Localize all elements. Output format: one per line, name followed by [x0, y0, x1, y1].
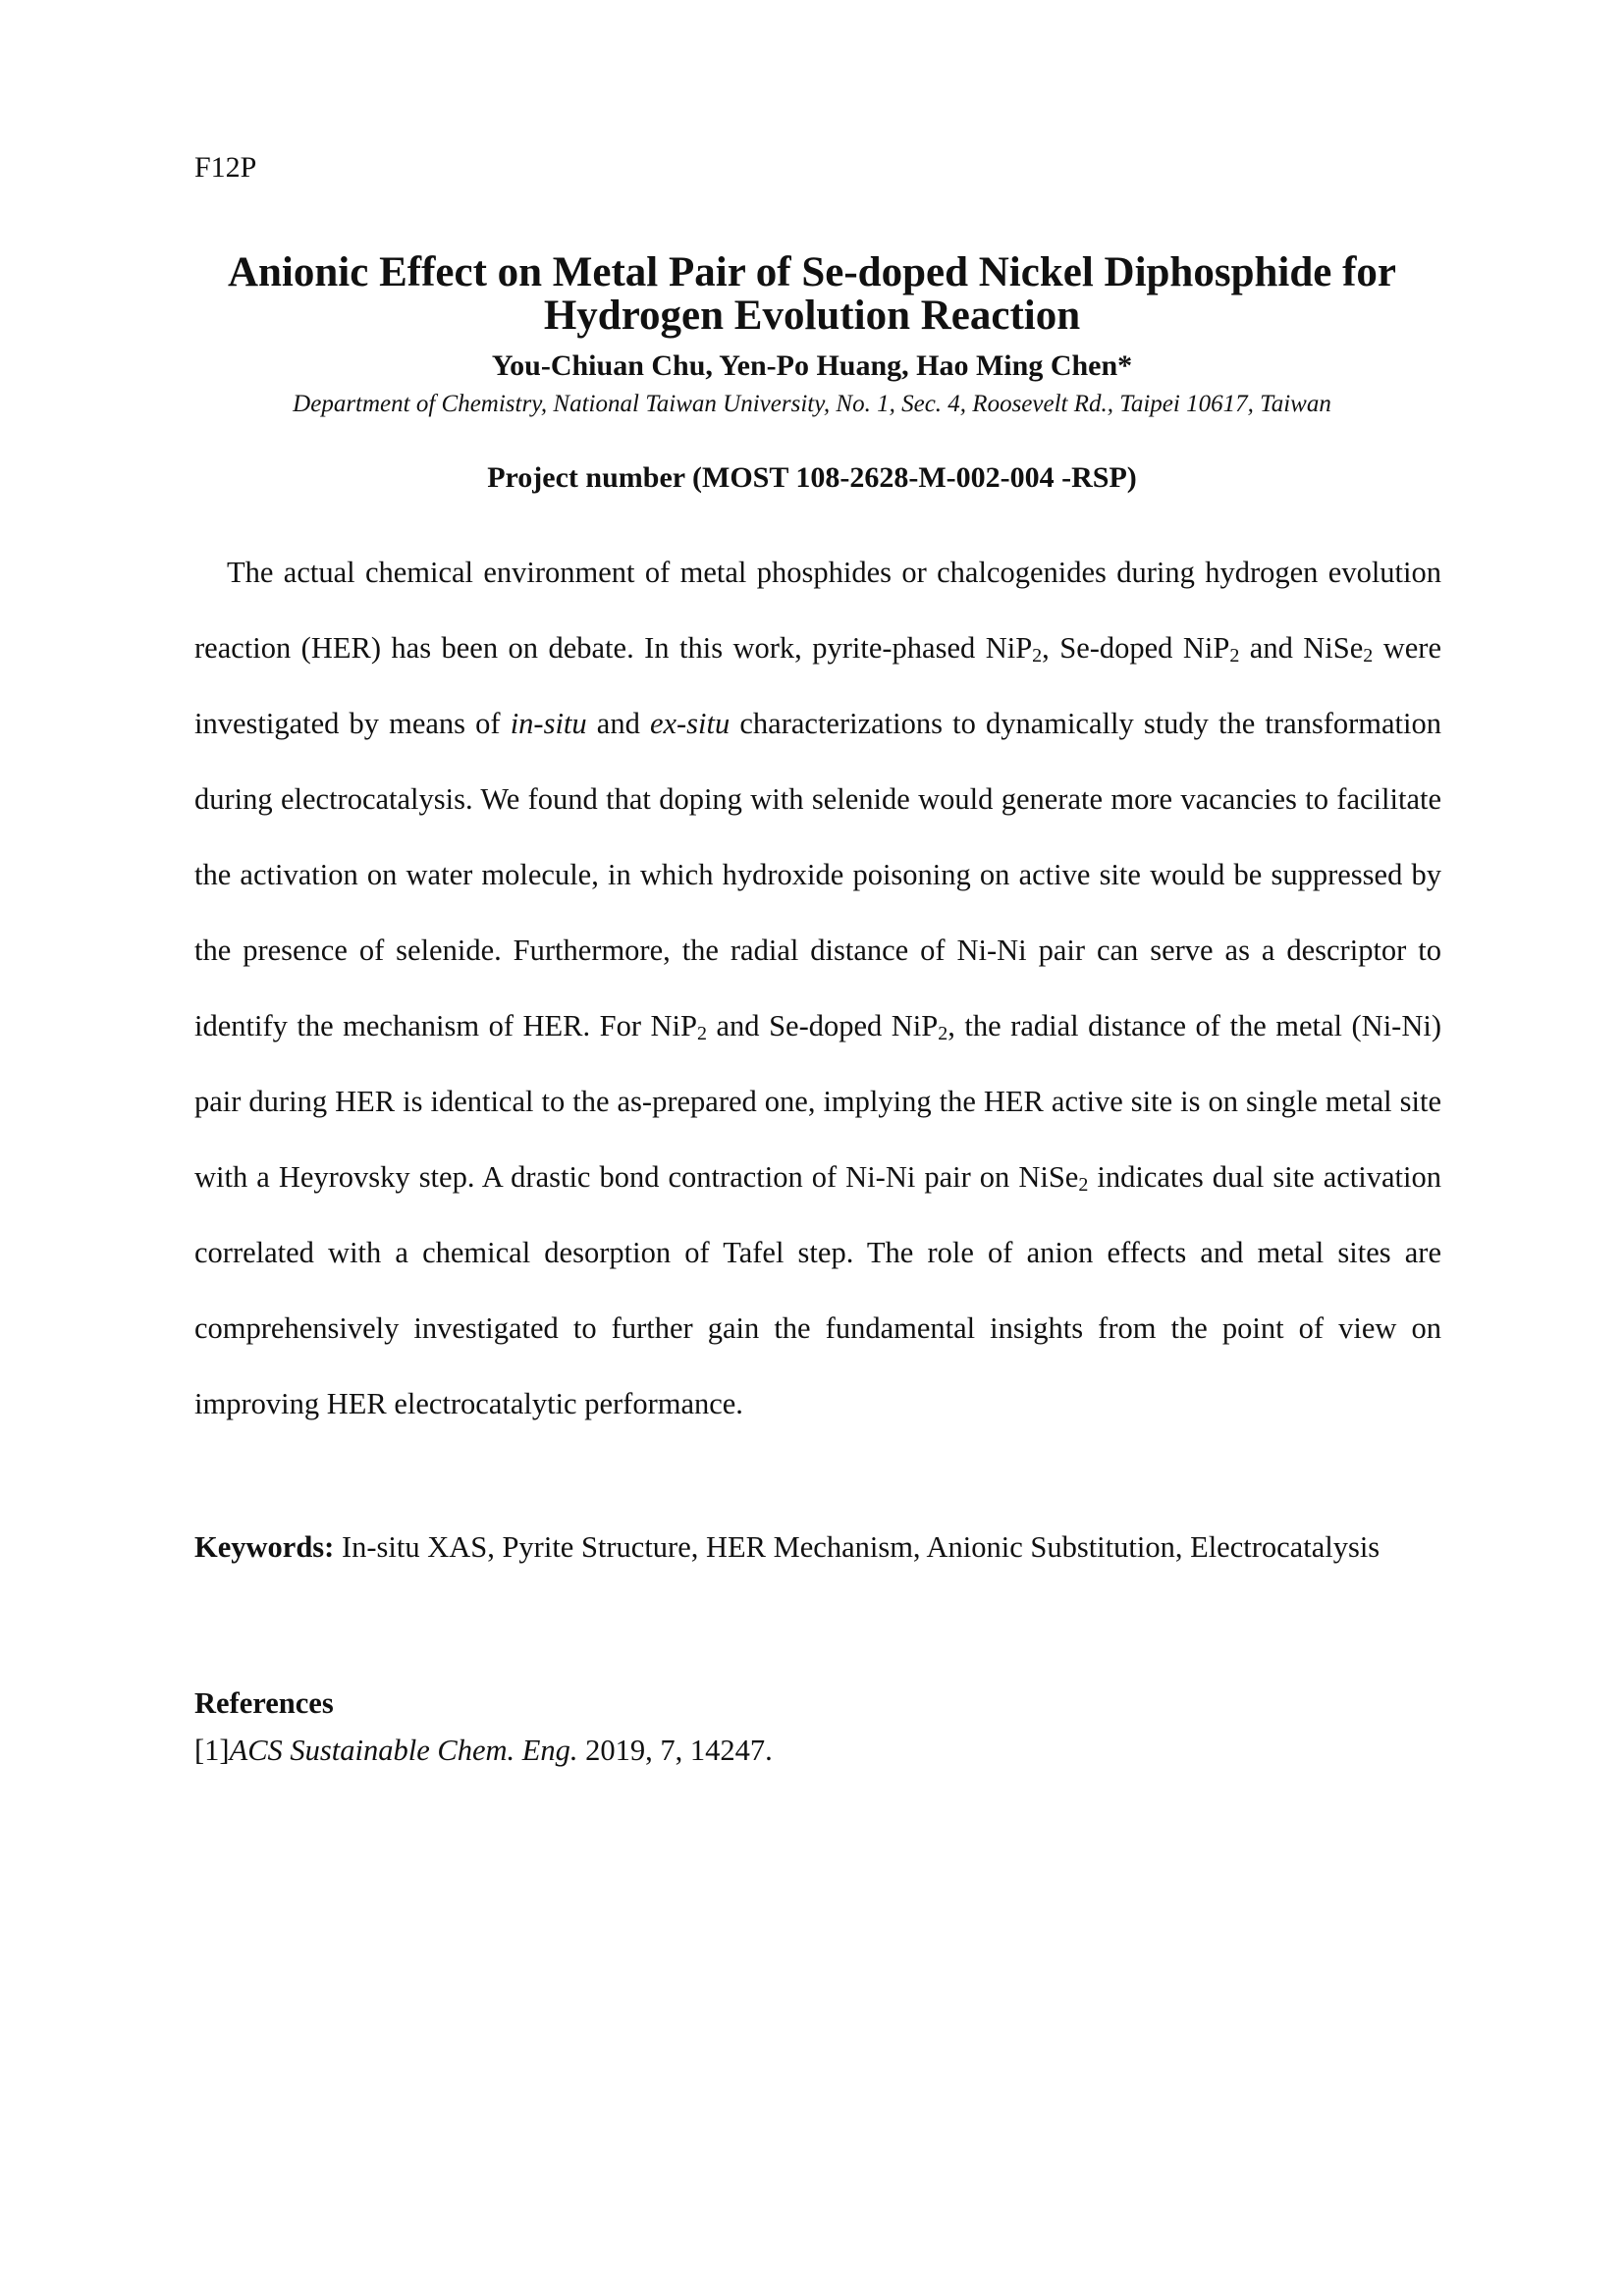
abstract-code: F12P — [194, 151, 257, 184]
abstract-text: indicates dual site activation correlated with a chemical desorption of Tafel step. The role of anion effects and metal sites are comprehensively investigated to further gain the fundamental insights from the point of view on improving HER electrocatalytic performance. — [194, 1160, 1441, 1420]
abstract-text: and NiSe — [1239, 631, 1364, 665]
references-heading: References — [194, 1686, 334, 1720]
emphasis-ex-situ: ex-situ — [649, 707, 731, 740]
keywords-label: Keywords: — [194, 1530, 335, 1564]
paper-title — [147, 251, 1477, 338]
abstract-text: , the radial distance of the metal (Ni-Ni) pair during HER is identical to the as-prepared one, implying the HER active site is on single metal site with a Heyrovsky step. A drastic bond contraction of Ni-Ni pair on NiSe — [194, 1009, 1441, 1194]
abstract-text: , Se-doped NiP — [1042, 631, 1230, 665]
author-list: You-Chiuan Chu, Yen-Po Huang, Hao Ming Chen* — [491, 349, 1133, 382]
abstract-text: were investigated by means of — [194, 631, 1441, 740]
reference-journal: ACS Sustainable Chem. Eng. — [229, 1734, 578, 1767]
subscript: 2 — [938, 1023, 948, 1044]
keywords — [194, 1510, 1441, 1585]
keywords-text: In-situ XAS, Pyrite Structure, HER Mechanism, Anionic Substitution, Electrocatalysis — [334, 1530, 1380, 1564]
reference-item — [194, 1734, 773, 1768]
title-line-1: Anionic Effect on Metal Pair of Se-doped Nickel Diphosphide for — [227, 249, 1397, 295]
abstract-text: and — [586, 707, 650, 740]
abstract-body — [194, 535, 1441, 1442]
subscript: 2 — [1032, 645, 1043, 667]
subscript: 2 — [697, 1023, 707, 1044]
emphasis-in-situ: in-situ — [510, 707, 587, 740]
reference-details: 2019, 7, 14247. — [577, 1734, 773, 1767]
subscript: 2 — [1229, 645, 1240, 667]
project-number: Project number (MOST 108-2628-M-002-004 -RSP) — [487, 461, 1137, 494]
reference-number: [1] — [194, 1734, 230, 1767]
affiliation: Department of Chemistry, National Taiwan University, No. 1, Sec. 4, Roosevelt Rd., Taipei 10617, Taiwan — [293, 391, 1331, 417]
title-line-2: Hydrogen Evolution Reaction — [543, 293, 1081, 339]
abstract-text: characterizations to dynamically study the transformation during electrocatalysis. We found that doping with selenide would generate more vacancies to facilitate the activation on water molecule, in which hydroxide poisoning on active site would be suppressed by the presence of selenide. Furthermore, the radial distance of Ni-Ni pair can serve as a descriptor to identify the mechanism of HER. For NiP — [194, 707, 1441, 1042]
subscript: 2 — [1363, 645, 1374, 667]
subscript: 2 — [1078, 1174, 1089, 1196]
abstract-text: and Se-doped NiP — [707, 1009, 939, 1042]
abstract-text: The actual chemical environment of metal phosphides or chalcogenides during hydrogen evolution reaction (HER) has been on debate. In this work, pyrite-phased NiP — [194, 556, 1441, 665]
